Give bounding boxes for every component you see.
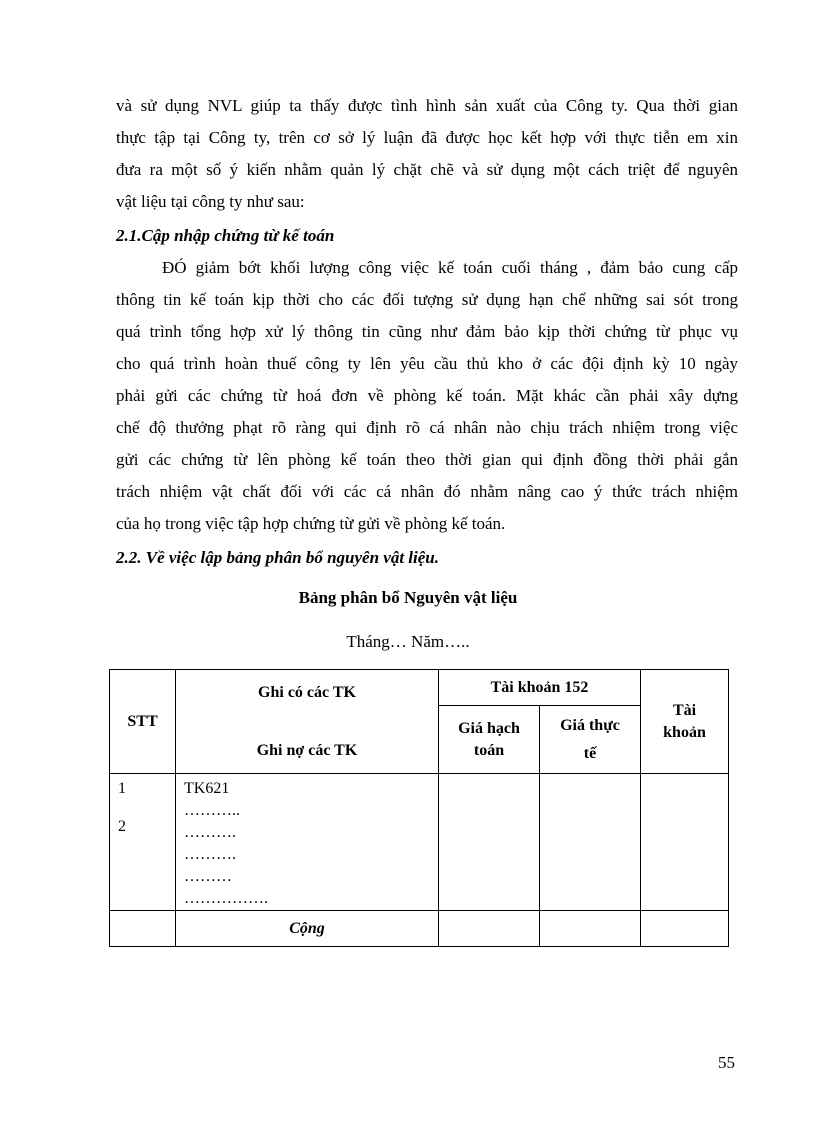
item-line: ………. — [184, 846, 236, 863]
header-accounting-price-line: toán — [473, 741, 505, 759]
table-row — [110, 774, 729, 911]
empty-cell — [540, 774, 641, 911]
header-credit: Ghi có các TK — [258, 683, 356, 701]
items-cell — [176, 774, 439, 911]
header-debit: Ghi nợ các TK — [256, 741, 358, 759]
header-account-line: Tài — [672, 701, 697, 719]
header-accounting-price — [439, 706, 540, 774]
total-row — [110, 911, 729, 947]
stt-value: 1 — [118, 780, 126, 797]
header-actual-price-line: tế — [583, 744, 597, 762]
item-line: ………. — [184, 824, 236, 841]
empty-cell — [540, 911, 641, 947]
table-title: Bảng phân bổ Nguyên vật liệu — [298, 588, 518, 607]
section1-line: trách nhiệm vật chất đối với các cá nhân đó nhằm nâng cao ý thức trách nhiệm — [116, 482, 738, 501]
section1-line: gửi các chứng từ lên phòng kế toán theo thời gian qui định đồng thời phải gắn — [116, 450, 738, 469]
section-heading-2-2: 2.2. Về việc lập bảng phân bổ nguyên vật liệu. — [116, 548, 439, 567]
table-subtitle: Tháng… Năm….. — [346, 632, 470, 651]
section1-line: quá trình tổng hợp xử lý thông tin cũng như đảm bảo kịp thời chứng từ phục vụ — [116, 322, 738, 341]
section1-line: ĐÓ giảm bớt khối lượng công việc kế toán cuối tháng , đảm bảo cung cấp — [162, 258, 738, 277]
empty-cell — [110, 911, 176, 947]
section1-line: thông tin kế toán kịp thời cho các đối tượng sử dụng hạn chế những sai sót trong — [116, 290, 738, 309]
header-account-line: khoản — [663, 723, 706, 741]
intro-paragraph — [116, 90, 738, 218]
item-line: ……… — [184, 868, 232, 885]
header-actual-price — [540, 706, 641, 774]
section1-line: chế độ thưởng phạt rõ ràng qui định rõ cá nhân nào chịu trách nhiệm trong việc — [116, 418, 738, 437]
item-line: ……………. — [184, 890, 268, 907]
allocation-table — [109, 669, 729, 947]
intro-line: và sử dụng NVL giúp ta thấy được tình hình sản xuất của Công ty. Qua thời gian — [116, 96, 738, 115]
empty-cell — [641, 911, 729, 947]
stt-value: 2 — [118, 818, 126, 835]
header-actual-price-line: Giá thực — [560, 716, 620, 734]
item-line: TK621 — [184, 780, 230, 797]
section1-line: phải gửi các chứng từ hoá đơn về phòng kế toán. Mặt khác cần phải xây dựng — [116, 386, 738, 405]
page-number: 55 — [718, 1053, 735, 1072]
header-stt: STT — [110, 670, 176, 774]
empty-cell — [439, 774, 540, 911]
stt-cell — [110, 774, 176, 911]
header-account — [641, 670, 729, 774]
intro-line: đưa ra một số ý kiến nhằm quản lý chặt chẽ và sử dụng một cách triệt để nguyên — [116, 160, 738, 179]
item-line: ……….. — [184, 802, 240, 819]
intro-line: vật liệu tại công ty như sau: — [116, 192, 305, 211]
intro-line: thực tập tại Công ty, trên cơ sở lý luận đã được học kết hợp với thực tiễn em xin — [116, 128, 738, 147]
section-heading-2-1: 2.1.Cập nhập chứng từ kế toán — [116, 226, 335, 245]
section1-line: của họ trong việc tập hợp chứng từ gửi về phòng kế toán. — [116, 514, 506, 533]
empty-cell — [641, 774, 729, 911]
section1-paragraph — [116, 252, 738, 540]
header-accounting-price-line: Giá hạch — [458, 719, 520, 737]
section1-line: cho quá trình hoàn thuế công ty lên yêu cầu thủ kho ở các đội định kỳ 10 ngày — [116, 354, 738, 373]
total-label: Cộng — [176, 911, 439, 947]
header-account-152: Tài khoản 152 — [439, 670, 641, 706]
empty-cell — [439, 911, 540, 947]
header-credit-debit — [176, 670, 439, 774]
